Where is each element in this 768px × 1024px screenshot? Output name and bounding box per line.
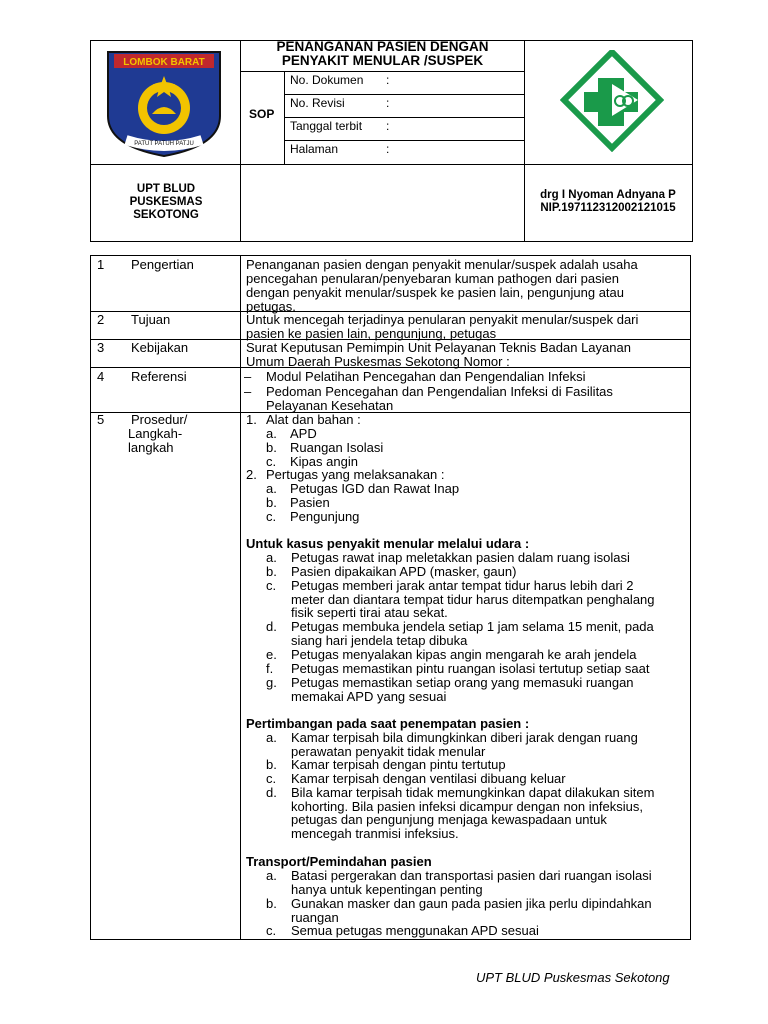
text-line: petugas. [246,299,296,314]
list-marker: a. [266,550,277,565]
list-item [291,772,684,786]
list-marker: b. [266,564,277,579]
list-item [291,565,684,579]
logo-text-bottom: PATUT PATUH PATJU [134,141,194,147]
list-item: Ruangan Isolasi [290,440,384,455]
list-item [291,620,684,647]
list-item: Pasien [290,495,330,510]
list-marker: c. [266,923,277,938]
list-item [291,786,684,841]
list-item [291,869,684,896]
list-marker: a. [266,730,277,745]
row-label-kebijakan: Kebijakan [131,340,189,355]
row-label-referensi: Referensi [131,369,187,384]
list-item [291,758,684,772]
step-title: Pertugas yang melaksanakan : [266,467,445,482]
section-heading-airborne: Untuk kasus penyakit menular melalui udara : [246,536,530,551]
meta-tanggal-terbit-label: Tanggal terbit [290,119,363,133]
sop-label: SOP [249,107,275,121]
meta-colon: : [386,96,390,110]
text-line: Umum Daerah Puskesmas Sekotong Nomor : [246,354,510,369]
text-line: kohorting. Bila pasien infeksi dicampur dengan non infeksius, [291,798,643,814]
footer-unit-name: UPT BLUD Puskesmas Sekotong [476,970,670,985]
signer-name: drg I Nyoman Adnyana P [540,189,676,201]
list-marker: b. [266,440,277,455]
document-title [241,40,524,68]
row-number: 2 [97,312,105,327]
list-item [291,897,684,924]
kebijakan-text [246,341,631,369]
text-line: petugas dan pengunjung menjaga kewaspadaan untuk [291,812,607,828]
list-item: APD [290,426,317,441]
puskesmas-cross-logo [560,50,664,152]
row-number: 5 [97,412,105,427]
list-marker: a. [266,426,277,441]
text-line: pencegahan penularan/penyebaran kuman pathogen dari pasien [246,271,619,286]
row-number: 3 [97,340,105,355]
text-line: Penanganan pasien dengan penyakit menular/suspek adalah usaha [246,257,638,272]
row-label-pengertian: Pengertian [131,257,194,272]
row-label-tujuan: Tujuan [131,312,171,327]
meta-colon: : [386,142,390,156]
logo-text-top: LOMBOK BARAT [123,57,205,68]
meta-colon: : [386,73,390,87]
unit-name-line3: SEKOTONG [133,209,199,221]
text-line: Pelayanan Kesehatan [266,398,394,413]
text-line: Petugas memastikan setiap orang yang memasuki ruangan [291,675,634,690]
unit-name-line1: UPT BLUD [136,183,196,195]
signer-block [528,189,688,215]
list-marker: f. [266,661,274,676]
list-marker: b. [266,896,277,911]
list-marker: g. [266,675,277,690]
list-item: Petugas IGD dan Rawat Inap [290,481,460,496]
row-label-prosedur [128,413,187,455]
bullet-dash: – [244,384,252,399]
text-line: hanya untuk kepentingan penting [291,881,483,897]
text-line: Petugas memberi jarak antar tempat tidur harus lebih dari 2 [291,578,634,593]
text-line: Petugas memastikan pintu ruangan isolasi tertutup setiap saat [291,661,650,676]
list-item [291,924,684,938]
text-line: perawatan penyakit tidak menular [291,743,486,759]
list-item [291,662,684,676]
text-line: meter dan diantara tempat tidur harus ditempatkan penghalang [291,591,655,607]
text-line: Gunakan masker dan gaun pada pasien jika perlu dipindahkan [291,896,652,911]
text-line: ruangan [291,909,339,925]
unit-name [92,183,240,222]
unit-name-line2: PUSKESMAS [129,196,203,208]
text-line: Kamar terpisah bila dimungkinkan diberi jarak dengan ruang [291,730,638,745]
text-line: memakai APD yang sesuai [291,688,447,704]
step-title: Alat dan bahan : [266,412,361,427]
text-line: pasien ke pasien lain, pengunjung, petugas [246,326,497,341]
text-line: fisik seperti tirai atau sekat. [291,605,448,621]
list-item: Kipas angin [290,454,358,469]
step-number: 1. [246,412,257,427]
text-line: langkah [128,440,174,455]
list-marker: d. [266,785,277,800]
list-item: Pengunjung [290,509,360,524]
text-line: Petugas membuka jendela setiap 1 jam selama 15 menit, pada [291,619,654,634]
list-marker: c. [266,771,277,786]
bullet-dash: – [244,369,252,384]
text-line: Surat Keputusan Pemimpin Unit Pelayanan Teknis Badan Layanan [246,340,631,355]
list-item [291,648,684,662]
text-line: Petugas rawat inap meletakkan pasien dalam ruang isolasi [291,550,630,565]
list-marker: c. [266,454,277,469]
list-item [291,579,684,620]
list-marker: a. [266,868,277,883]
text-line: Batasi pergerakan dan transportasi pasien dari ruangan isolasi [291,868,652,883]
meta-colon: : [386,119,390,133]
meta-no-revisi-label: No. Revisi [290,96,345,110]
text-line: Bila kamar terpisah tidak memungkinkan dapat dilakukan sitem [291,785,655,800]
referensi-item-2 [266,385,613,413]
list-marker: c. [266,578,277,593]
text-line: mencegah tranmisi infeksius. [291,826,459,842]
lombok-barat-emblem-logo [104,46,224,160]
list-item [291,551,684,565]
text-line: Kamar terpisah dengan ventilasi dibuang keluar [291,771,566,786]
document-title-line2: PENYAKIT MENULAR /SUSPEK [281,53,484,68]
text-line: Semua petugas menggunakan APD sesuai [291,923,539,938]
referensi-item-1: Modul Pelatihan Pencegahan dan Pengendalian Infeksi [266,369,586,384]
pengertian-text [246,258,690,314]
list-marker: b. [266,495,277,510]
text-line: dengan penyakit menular/suspek ke pasien lain, pengunjung atau [246,285,624,300]
text-line: Petugas menyalakan kipas angin mengarah ke arah jendela [291,647,637,662]
tujuan-text [246,313,638,341]
row-number: 1 [97,257,105,272]
meta-halaman-label: Halaman [290,142,339,156]
text-line: Kamar terpisah dengan pintu tertutup [291,757,506,772]
row-number: 4 [97,369,105,384]
list-marker: d. [266,619,277,634]
list-marker: c. [266,509,277,524]
signer-nip: NIP.197112312002121015 [540,202,676,214]
text-line: Langkah- [128,426,183,441]
list-marker: b. [266,757,277,772]
section-heading-placement: Pertimbangan pada saat penempatan pasien : [246,716,530,731]
text-line: Prosedur/ [131,412,188,427]
document-title-line1: PENANGANAN PASIEN DENGAN [276,39,489,54]
text-line: Pasien dipakaikan APD (masker, gaun) [291,564,517,579]
step-number: 2. [246,467,257,482]
list-marker: e. [266,647,277,662]
text-line: siang hari jendela tetap dibuka [291,632,468,648]
list-marker: a. [266,481,277,496]
list-item [291,676,684,703]
text-line: Pedoman Pencegahan dan Pengendalian Infeksi di Fasilitas [266,384,613,399]
text-line: Untuk mencegah terjadinya penularan penyakit menular/suspek dari [246,312,639,327]
list-item [291,731,684,758]
meta-no-dokumen-label: No. Dokumen [290,73,364,87]
section-heading-transport: Transport/Pemindahan pasien [246,854,432,869]
